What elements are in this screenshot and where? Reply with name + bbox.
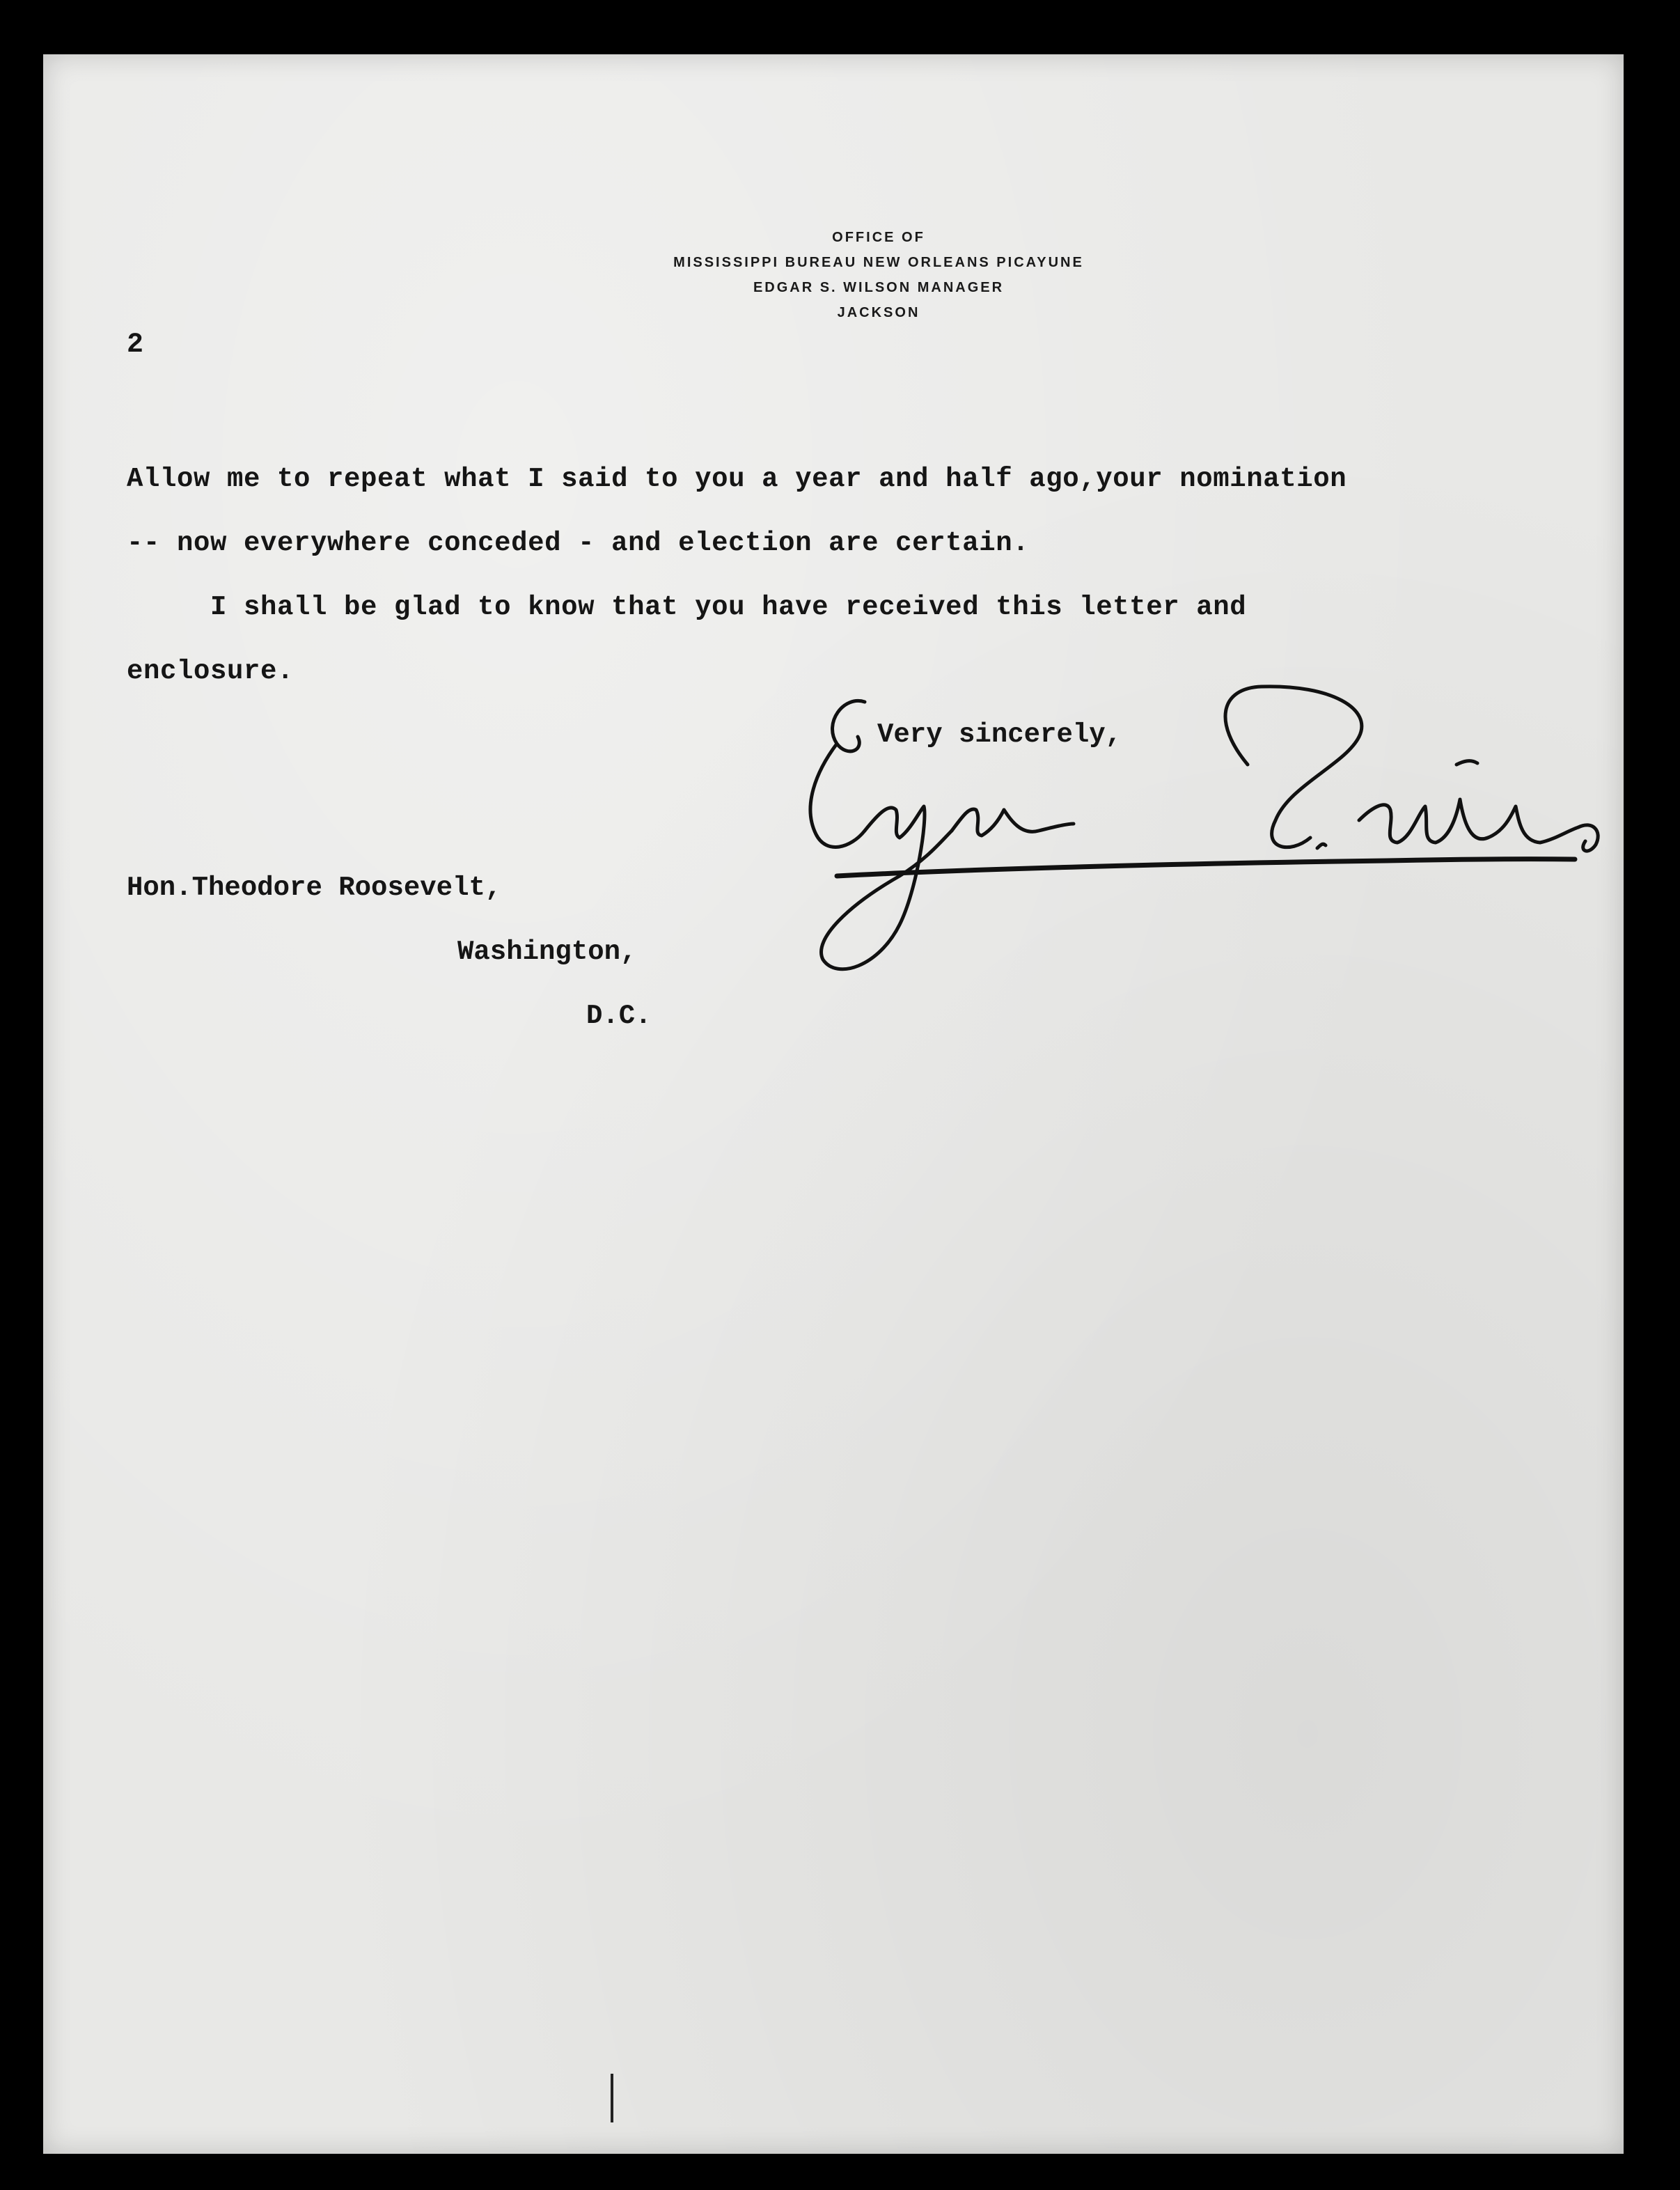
recipient-city: Washington, (457, 937, 637, 967)
body-line-1: Allow me to repeat what I said to you a year and half ago,your nomination (127, 464, 1347, 494)
body-line-2: -- now everywhere conceded - and election are certain. (127, 528, 1030, 558)
letterhead-city-line: JACKSON (837, 305, 920, 320)
page-number: 2 (127, 329, 144, 361)
body-line-3: I shall be glad to know that you have received this letter and (127, 592, 1247, 623)
letterhead-bureau-line: MISSISSIPPI BUREAU NEW ORLEANS PICAYUNE (673, 255, 1084, 270)
letterhead (531, 225, 1227, 325)
letterhead-office-line: OFFICE OF (832, 230, 925, 245)
handwritten-signature (760, 681, 1631, 1043)
letterhead-manager-line: EDGAR S. WILSON MANAGER (753, 280, 1005, 295)
letter-page (43, 54, 1624, 2154)
scan-mark (611, 2074, 613, 2122)
recipient-region: D.C. (586, 1001, 652, 1031)
closing-salutation: Very sincerely, (877, 719, 1122, 750)
recipient-name: Hon.Theodore Roosevelt, (127, 873, 502, 903)
body-line-4: enclosure. (127, 656, 295, 687)
